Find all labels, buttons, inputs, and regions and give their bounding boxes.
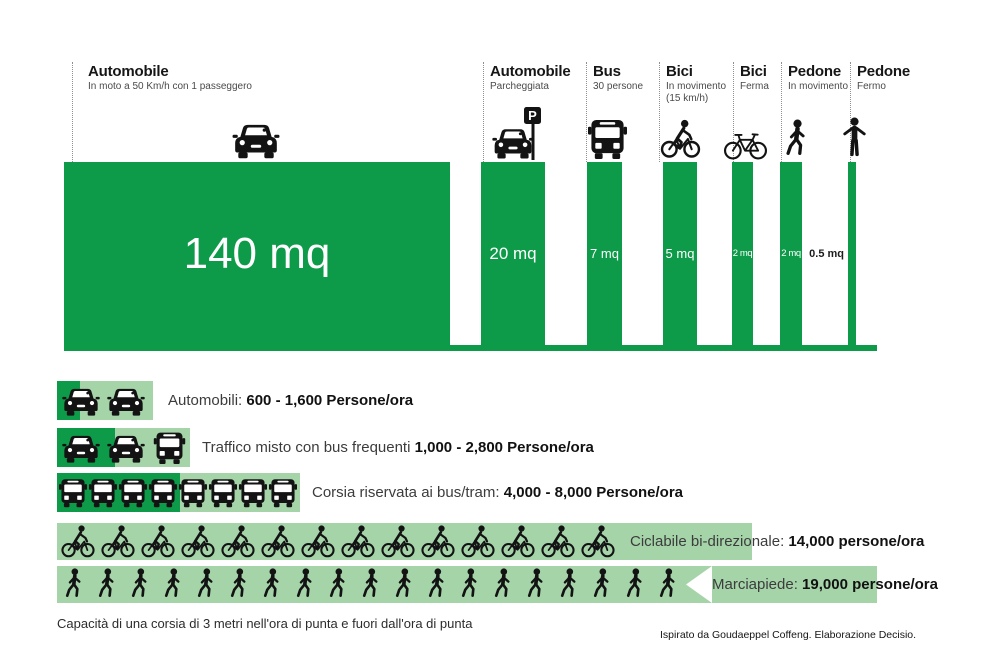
walking-person-icon: [193, 568, 219, 601]
cyclist-icon: [379, 525, 417, 558]
walking-person-icon: [783, 119, 810, 160]
bar-value-label: 2 mq: [781, 248, 801, 259]
walking-person-icon: [490, 568, 516, 601]
bus-icon: [239, 477, 267, 508]
capacity-row-text: [168, 381, 413, 420]
cyclist-icon: [219, 525, 257, 558]
cyclist-icon: [419, 525, 457, 558]
bar-value-label: 0.5 mq: [809, 247, 844, 260]
car-icon: [60, 433, 102, 463]
column-title: Pedone: [788, 63, 841, 80]
capacity-row-label: Ciclabile bi-direzionale:: [630, 533, 789, 550]
column-subtitle: In moto a 50 Km/h con 1 passeggero: [88, 81, 252, 92]
capacity-row-range: 19,000 persone/ora: [802, 576, 938, 593]
car-icon: [231, 120, 281, 160]
walking-person-icon: [94, 568, 120, 601]
bar-value-label: 20 mq: [489, 243, 537, 263]
walking-person-icon: [61, 568, 87, 601]
walking-person-icon: [556, 568, 582, 601]
capacity-row-text: [630, 523, 924, 560]
capacity-row-label: Marciapiede:: [712, 576, 803, 593]
column-guide-line: [586, 62, 587, 162]
bar-value-label: 2 mq: [732, 248, 753, 259]
cyclist-icon: [499, 525, 537, 558]
standing-person-icon: [842, 117, 867, 160]
capacity-row-range: 600 - 1,600 Persone/ora: [246, 392, 414, 409]
walking-person-icon: [358, 568, 384, 601]
capacity-row-label: Automobili:: [168, 392, 247, 409]
cyclist-icon: [579, 525, 617, 558]
footer-caption: Capacità di una corsia di 3 metri nell'ora di punta e fuori dall'ora di punta: [57, 616, 473, 631]
cyclist-icon: [59, 525, 97, 558]
column-title: Automobile: [88, 63, 169, 80]
bicycle-icon: [723, 130, 768, 160]
walking-person-icon: [160, 568, 186, 601]
cyclist-icon: [139, 525, 177, 558]
column-subtitle: In movimento: [666, 81, 727, 92]
cyclist-icon: [259, 525, 297, 558]
column-subtitle: In movimento: [788, 81, 849, 92]
column-guide-line: [781, 62, 782, 162]
bus-icon: [151, 431, 188, 464]
column-subtitle: Ferma: [740, 81, 769, 92]
parked-car-icon: [491, 107, 547, 160]
bar-value-label: 140 mq: [183, 228, 331, 278]
car-icon: [60, 386, 102, 416]
bar-value-label: 5 mq: [665, 246, 695, 261]
walking-person-icon: [226, 568, 252, 601]
bus-icon: [209, 477, 237, 508]
chart-bar: [848, 162, 856, 345]
chart-baseline: [64, 345, 877, 351]
capacity-row-range: 14,000 persone/ora: [788, 533, 925, 550]
bus-icon: [59, 477, 87, 508]
car-icon: [105, 386, 147, 416]
column-title: Automobile: [490, 63, 571, 80]
column-guide-line: [72, 62, 73, 162]
bus-icon: [119, 477, 147, 508]
walking-person-icon: [457, 568, 483, 601]
bus-icon: [269, 477, 297, 508]
walking-person-icon: [655, 568, 681, 601]
walking-person-icon: [424, 568, 450, 601]
capacity-row-text: [202, 428, 594, 467]
capacity-row-range: 4,000 - 8,000 Persone/ora: [503, 484, 684, 501]
cyclist-icon: [660, 118, 701, 160]
capacity-row-text: [712, 566, 938, 603]
column-subtitle: Parcheggiata: [490, 81, 549, 92]
cyclist-icon: [299, 525, 337, 558]
column-subtitle: Fermo: [857, 81, 886, 92]
column-guide-line: [483, 62, 484, 162]
footer-credit: Ispirato da Goudaeppel Coffeng. Elaborazione Decisio.: [660, 629, 917, 641]
cyclist-icon: [99, 525, 137, 558]
cyclist-icon: [339, 525, 377, 558]
column-subtitle: 30 persone: [593, 81, 644, 92]
bar-value-label: 7 mq: [590, 246, 619, 261]
walking-person-icon: [391, 568, 417, 601]
walking-person-icon: [622, 568, 648, 601]
bus-icon: [149, 477, 177, 508]
bus-icon: [179, 477, 207, 508]
cyclist-icon: [179, 525, 217, 558]
cyclist-icon: [459, 525, 497, 558]
capacity-row-label: Traffico misto con bus frequenti: [202, 439, 415, 456]
cyclist-icon: [539, 525, 577, 558]
car-icon: [105, 433, 147, 463]
bus-icon: [588, 117, 627, 160]
column-title: Bici: [740, 63, 767, 80]
walking-person-icon: [292, 568, 318, 601]
column-title: Bus: [593, 63, 621, 80]
column-subtitle: (15 km/h): [666, 93, 709, 104]
capacity-row-range: 1,000 - 2,800 Persone/ora: [414, 439, 594, 456]
walking-person-icon: [127, 568, 153, 601]
capacity-row-label: Corsia riservata ai bus/tram:: [312, 484, 504, 501]
walking-person-icon: [259, 568, 285, 601]
column-title: Bici: [666, 63, 693, 80]
bus-icon: [89, 477, 117, 508]
walking-person-icon: [523, 568, 549, 601]
column-title: Pedone: [857, 63, 910, 80]
walking-person-icon: [589, 568, 615, 601]
capacity-row-text: [312, 473, 683, 512]
walking-person-icon: [325, 568, 351, 601]
